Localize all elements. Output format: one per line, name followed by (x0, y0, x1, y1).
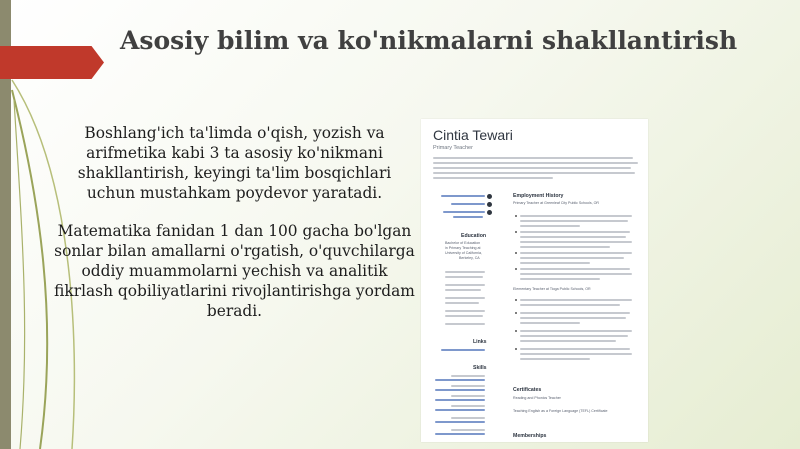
resume-job1: Primary Teacher at Greenleaf City Public Schools, OR (513, 201, 600, 205)
resume-role: Primary Teacher (433, 145, 473, 151)
edu-line-1: Bachelor of Education (445, 241, 481, 245)
paragraph-2: Matematika fanidan 1 dan 100 gacha bo'lgan sonlar bilan amallarni o'rgatish, o'quvchilarga oddiy muammolarni yechish va analitik fikrlash qobiliyatlarini rivojlantirishga yordam beradi. (54, 222, 415, 320)
edu-line-4: Berkeley, CA (459, 256, 480, 260)
resume-cert2: Teaching English as a Foreign Language (TEFL) Certificate (513, 409, 608, 413)
edu-line-2: in Primary Teaching at (445, 246, 481, 250)
title-arrow-shape (0, 46, 104, 79)
resume-employment-heading: Employment History (513, 193, 564, 199)
slide-title: Asosiy bilim va ko'nikmalarni shakllantirish (120, 26, 738, 55)
resume-education-heading: Education (461, 233, 487, 239)
slide-body (52, 123, 417, 339)
resume-certificates-heading: Certificates (513, 387, 542, 393)
resume-links-heading: Links (473, 339, 487, 345)
paragraph-1: Boshlang'ich ta'limda o'qish, yozish va arifmetika kabi 3 ta asosiy ko'nikmani shakllantirish, keyingi ta'lim bosqichlari uchun mustahkam poydevor yaratadi. (77, 124, 392, 202)
resume-skills-heading: Skills (473, 365, 487, 371)
resume-name: Cintia Tewari (433, 127, 513, 143)
resume-image (421, 119, 648, 442)
resume-cert1: Reading and Phonics Teacher (513, 396, 561, 400)
resume-job2: Elementary Teacher at Tioga Public Schools, OR (513, 287, 591, 291)
resume-memberships-heading: Memberships (513, 433, 547, 439)
edu-line-3: University of California, (445, 251, 482, 255)
